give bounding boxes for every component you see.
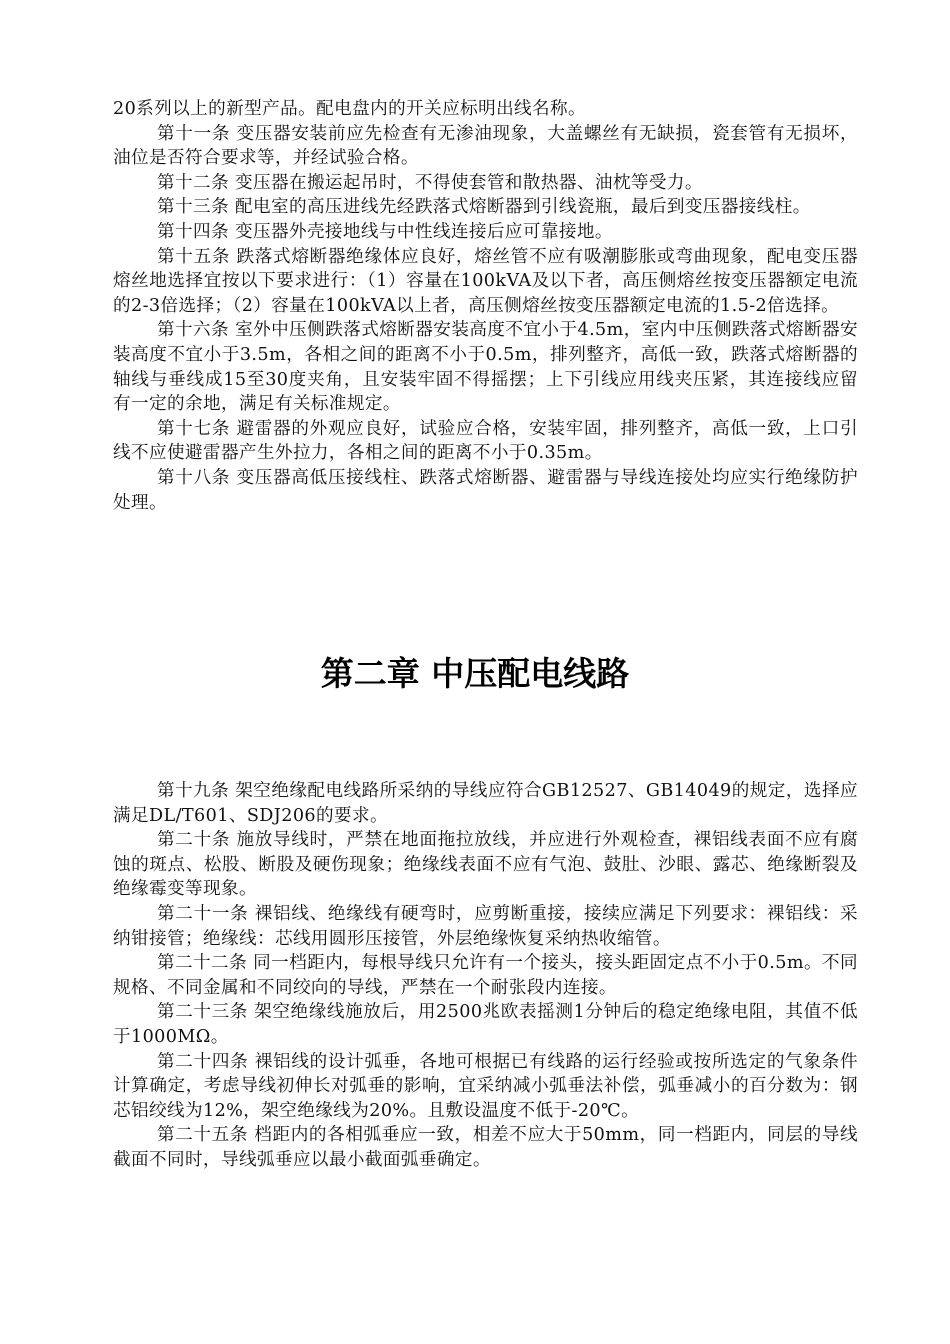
article-15: 第十五条 跌落式熔断器绝缘体应良好，熔丝管不应有吸潮膨胀或弯曲现象，配电变压器熔丝地选择宜按以下要求进行：（1）容量在100kVA及以下者，高压侧熔丝按变压器额定电流的2-3倍选择；（2）容量在100kVA以上者，高压侧熔丝按变压器额定电流的1.5-2倍选择。 bbox=[113, 246, 858, 316]
article-24: 第二十四条 裸铝线的设计弧垂，各地可根据已有线路的运行经验或按所选定的气象条件计算确定，考虑导线初伸长对弧垂的影响，宜采纳减小弧垂法补偿，弧垂减小的百分数为：钢芯铝绞线为12%，架空绝缘线为20%。且敷设温度不低于-20℃。 bbox=[113, 1051, 858, 1121]
section-one bbox=[113, 97, 858, 515]
article-18: 第十八条 变压器高低压接线柱、跌落式熔断器、避雷器与导线连接处均应实行绝缘防护处理。 bbox=[113, 467, 858, 513]
article-11: 第十一条 变压器安装前应先检查有无渗油现象，大盖螺丝有无缺损，瓷套管有无损坏，油位是否符合要求等，并经试验合格。 bbox=[113, 123, 858, 169]
article-17: 第十七条 避雷器的外观应良好，试验应合格，安装牢固，排列整齐，高低一致，上口引线不应使避雷器产生外拉力，各相之间的距离不小于0.35m。 bbox=[113, 418, 858, 464]
article-19: 第十九条 架空绝缘配电线路所采纳的导线应符合GB12527、GB14049的规定，选择应满足DL/T601、SDJ206的要求。 bbox=[113, 781, 858, 826]
paragraph: 20系列以上的新型产品。配电盘内的开关应标明出线名称。 bbox=[113, 99, 587, 119]
article-13: 第十三条 配电室的高压进线先经跌落式熔断器到引线瓷瓶，最后到变压器接线柱。 bbox=[157, 197, 811, 218]
article-20: 第二十条 施放导线时，严禁在地面拖拉放线，并应进行外观检查，裸铝线表面不应有腐蚀的斑点、松股、断股及硬伤现象；绝缘线表面不应有气泡、鼓肚、沙眼、露芯、绝缘断裂及绝缘霉变等现象。 bbox=[113, 830, 858, 900]
section-two bbox=[113, 779, 858, 1173]
chapter-title: 第二章 中压配电线路 bbox=[320, 654, 630, 693]
article-14: 第十四条 变压器外壳接地线与中性线连接后应可靠接地。 bbox=[157, 221, 613, 242]
article-22: 第二十二条 同一档距内，每根导线只允许有一个接头，接头距固定点不小于0.5m。不同规格、不同金属和不同绞向的导线，严禁在一个耐张段内连接。 bbox=[113, 953, 858, 998]
article-16: 第十六条 室外中压侧跌落式熔断器安装高度不宜小于4.5m，室内中压侧跌落式熔断器安装高度不宜小于3.5m，各相之间的距离不小于0.5m，排列整齐，高低一致，跌落式熔断器的轴线与垂线成15至30度夹角，且安装牢固不得摇摆；上下引线应用线夹压紧，其连接线应留有一定的余地，满足有关标准规定。 bbox=[113, 320, 858, 415]
article-21: 第二十一条 裸铝线、绝缘线有硬弯时，应剪断重接，接续应满足下列要求：裸铝线：采纳钳接管；绝缘线：芯线用圆形压接管，外层绝缘恢复采纳热收缩管。 bbox=[113, 903, 858, 949]
article-25: 第二十五条 档距内的各相弧垂应一致，相差不应大于50mm，同一档距内，同层的导线截面不同时，导线弧垂应以最小截面弧垂确定。 bbox=[113, 1125, 858, 1170]
article-12: 第十二条 变压器在搬运起吊时，不得使套管和散热器、油枕等受力。 bbox=[157, 172, 703, 193]
article-23: 第二十三条 架空绝缘线施放后，用2500兆欧表摇测1分钟后的稳定绝缘电阻，其值不低于1000MΩ。 bbox=[113, 1002, 858, 1047]
